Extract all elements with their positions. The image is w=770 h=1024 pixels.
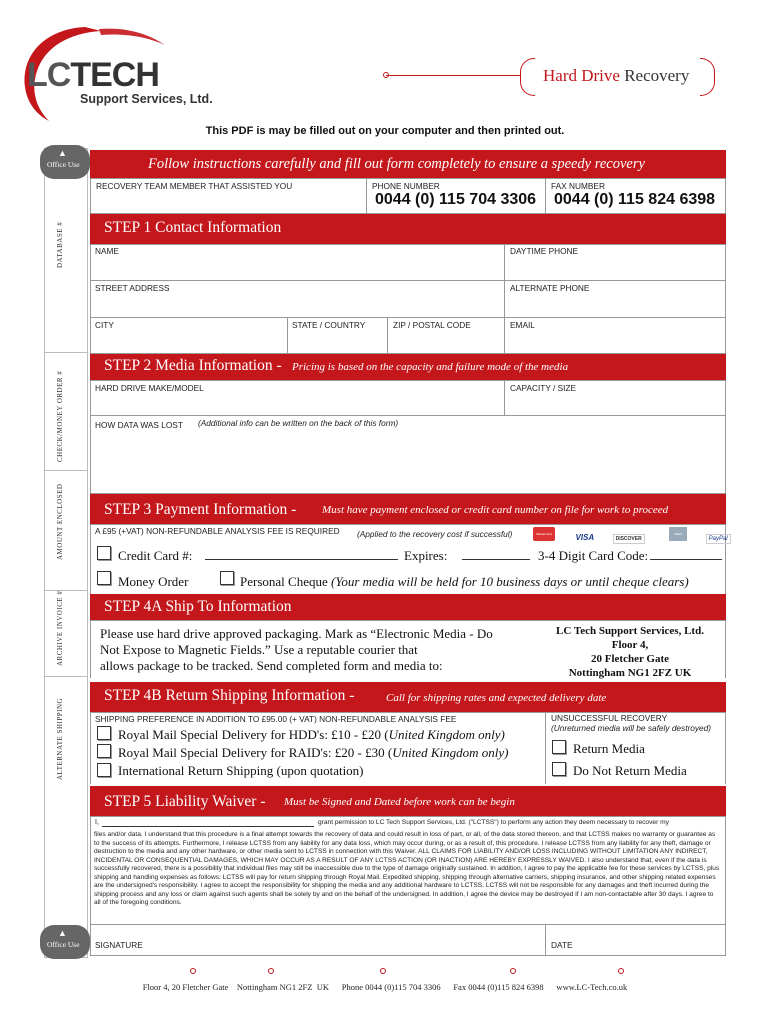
side-invoice: ARCHIVE INVOICE # (56, 590, 64, 666)
side-divider (44, 470, 88, 471)
divider (545, 924, 546, 956)
unsuccessful-label: UNSUCCESSFUL RECOVERY (551, 713, 668, 723)
email-label: EMAIL (510, 320, 535, 330)
step4b-note: Call for shipping rates and expected delivery date (386, 692, 607, 704)
money-order-checkbox[interactable] (97, 571, 111, 585)
banner-text: Follow instructions carefully and fill out form completely to ensure a speedy recovery (148, 156, 645, 172)
side-check: CHECK/MONEY ORDER # (56, 370, 64, 462)
street-field[interactable] (92, 294, 502, 316)
discover-icon: DISCOVER (613, 534, 645, 544)
card-logos (533, 527, 731, 545)
return-media-checkbox[interactable] (552, 740, 566, 754)
phone-number: 0044 (0) 115 704 3306 (375, 191, 537, 208)
title-bracket-right (700, 58, 715, 96)
divider (90, 317, 726, 318)
international-shipping-checkbox[interactable] (97, 763, 111, 777)
company-logo (27, 56, 159, 95)
up-arrow-icon: ▲ (58, 928, 67, 938)
alternate-phone-label: ALTERNATE PHONE (510, 283, 590, 293)
cheque-checkbox[interactable] (220, 571, 234, 585)
royal-mail-hdd-label (118, 727, 505, 743)
step2-title: STEP 2 Media Information - (104, 357, 282, 374)
fax-number: 0044 (0) 115 824 6398 (554, 191, 716, 208)
step1-title: STEP 1 Contact Information (104, 219, 282, 236)
divider (504, 380, 505, 415)
no-return-checkbox[interactable] (552, 762, 566, 776)
capacity-field[interactable] (506, 394, 724, 414)
divider (90, 280, 726, 281)
step4b-header (90, 682, 726, 712)
phone-label: PHONE NUMBER (372, 181, 440, 191)
fee-text: A £95 (+VAT) NON-REFUNDABLE ANALYSIS FEE IS REQUIRED (95, 526, 340, 536)
divider (545, 712, 546, 784)
divider (90, 924, 726, 925)
step5-header (90, 786, 726, 816)
divider (504, 244, 505, 354)
step3-header (90, 494, 726, 524)
fax-label: FAX NUMBER (551, 181, 605, 191)
royal-mail-raid-text: Royal Mail Special Delivery for RAID's: £20 - £30 ( (118, 745, 393, 760)
ship-instructions-2: Not Expose to Magnetic Fields.” Use a reputable courier that (100, 642, 418, 657)
document-title (543, 66, 689, 86)
divider (387, 317, 388, 354)
address-line-2: Floor 4, (611, 639, 649, 651)
shipping-pref-label: SHIPPING PREFERENCE IN ADDITION TO £95.00 (+ VAT) NON-REFUNDABLE ANALYSIS FEE (95, 714, 457, 724)
drive-model-field[interactable] (92, 394, 502, 414)
logo-tech: TECH (70, 56, 159, 94)
waiver-text: files and/or data. I understand that this procedure is a final attempt towards the recovery of data and could result in loss of part, or all, of the data stored thereon, and that LCTSS makes no warranty or guarantee as to the success of its attempts. Furthermore, I release LCTSS from any liability for any data loss, which may occur during, or as a result of, this procedure. I release LCTSS from any liability for any theft, damage or destruction to the media and any other hardware, or other media sent to LCTSS in connection with this Waiver. ALL CLAIMS FOR LIABILITY AND/OR LOSS INCLUDING WITHOUT LIMITATION ANY INDIRECT, INCIDENTAL OR CONSEQUENTIAL DAMAGES, WHICH MAY OCCUR AS A RESULT OF ANY LCTSS ACTION (OR INACTION) ARE HEREBY EXPRESSLY WAIVED. I also understand that, even if the data is successfully recovered, there is a possibility that individual files may still be inaccessible due to the type of damage originally sustained. In addition, I agree to pay the applicable fee for these services by LCTSS, plus shipping and handling expenses as follows: LCTSS will pay for return shipping through Royal Mail. Expedited shipping, shipping through alternative carriers, shipping insurance, and other shipping related expenses are the undersigned's responsibility. I agree to accept the responsibility for shipping the media and any additional hardware to LCTSS. LCTSS will not be responsible for any damages and theft incurred during the shipping process and any loss or claim against such agents shall be solely by and on the behalf of the undersigned. In addition, I agree the device may be destroyed if I am non-contactable after 30 days. I agree to all of the foregoing conditions. (94, 831, 720, 906)
office-use-label-top: Office Use (47, 160, 80, 169)
office-use-label-bottom: Office Use (47, 940, 80, 949)
city-label: CITY (95, 320, 114, 330)
instructions-banner (90, 150, 726, 178)
signature-label: SIGNATURE (95, 940, 143, 950)
unsuccessful-note: (Unreturned media will be safely destroyed) (551, 723, 712, 733)
step2-header (90, 354, 726, 380)
step3-note: Must have payment enclosed or credit card number on file for work to proceed (322, 504, 669, 516)
side-divider (44, 352, 88, 353)
date-field[interactable] (580, 927, 722, 954)
header-rule (386, 75, 520, 76)
address-line-3: 20 Fletcher Gate (591, 653, 669, 665)
footer-text: Floor 4, 20 Fletcher Gate Nottingham NG1 2FZ UK Phone 0044 (0)115 704 3306 Fax 0044 (0)115 824 6398 www.LC-Tech.co.uk (142, 982, 628, 992)
data-lost-note: (Additional info can be written on the back of this form) (198, 418, 399, 428)
up-arrow-icon: ▲ (58, 148, 67, 158)
cheque-label (240, 574, 689, 590)
street-label: STREET ADDRESS (95, 283, 170, 293)
signature-field[interactable] (140, 927, 540, 954)
return-media-label: Return Media (573, 741, 645, 756)
card-code-field[interactable] (650, 559, 722, 560)
divider (287, 317, 288, 354)
mastercard-icon: MasterCard (533, 527, 555, 541)
card-code-label: 3-4 Digit Card Code: (538, 548, 649, 563)
expires-field[interactable] (462, 559, 530, 560)
cheque-text: Personal Cheque (240, 574, 328, 589)
data-lost-label: HOW DATA WAS LOST (95, 420, 183, 430)
credit-card-label: Credit Card #: (118, 548, 193, 563)
side-amount: AMOUNT ENCLOSED (56, 483, 64, 560)
drive-model-label: HARD DRIVE MAKE/MODEL (95, 383, 204, 393)
daytime-phone-field[interactable] (506, 257, 724, 279)
royal-mail-hdd-checkbox[interactable] (97, 726, 111, 740)
expires-label: Expires: (404, 548, 448, 563)
address-line-4: Nottingham NG1 2FZ UK (568, 667, 692, 679)
zip-field[interactable] (389, 331, 502, 353)
royal-mail-raid-label (118, 745, 508, 761)
step4a-title: STEP 4A Ship To Information (104, 598, 292, 615)
footer-dot (510, 968, 516, 974)
fee-note: (Applied to the recovery cost if successful) (357, 529, 513, 539)
step4a-header (90, 594, 726, 620)
waiver-i: I, (95, 819, 99, 826)
zip-label: ZIP / POSTAL CODE (393, 320, 471, 330)
ship-address (528, 624, 732, 680)
waiver-name-field[interactable] (102, 826, 314, 827)
footer-dot (268, 968, 274, 974)
name-field[interactable] (92, 257, 502, 279)
paypal-icon: PayPal (706, 534, 731, 544)
visa-icon: VISA (575, 533, 595, 542)
capacity-label: CAPACITY / SIZE (510, 383, 577, 393)
royal-mail-raid-note: United Kingdom only) (392, 745, 509, 760)
logo-lc: LC (27, 56, 71, 94)
city-field[interactable] (92, 331, 285, 353)
team-member-field[interactable] (92, 192, 364, 212)
side-database: DATABASE # (56, 221, 64, 268)
daytime-phone-label: DAYTIME PHONE (510, 246, 579, 256)
step4b-title: STEP 4B Return Shipping Information - (104, 687, 355, 704)
divider (90, 415, 726, 416)
step2-note: Pricing is based on the capacity and failure mode of the media (292, 361, 569, 373)
alternate-phone-field[interactable] (506, 294, 724, 316)
footer-dot (190, 968, 196, 974)
ship-instructions-3: allows package to be tracked. Send completed form and media to: (100, 658, 443, 673)
team-member-label: RECOVERY TEAM MEMBER THAT ASSISTED YOU (96, 181, 293, 191)
step3-title: STEP 3 Payment Information - (104, 501, 297, 518)
money-order-label: Money Order (118, 574, 189, 589)
address-line-1: LC Tech Support Services, Ltd. (556, 625, 704, 637)
amex-icon: AMEX (669, 527, 687, 541)
credit-card-checkbox[interactable] (97, 546, 111, 560)
no-return-label: Do Not Return Media (573, 763, 687, 778)
state-label: STATE / COUNTRY (292, 320, 366, 330)
ship-instructions-1: Please use hard drive approved packaging. Mark as “Electronic Media - Do (100, 626, 493, 641)
email-field[interactable] (506, 331, 724, 353)
step5-title: STEP 5 Liability Waiver - (104, 793, 266, 810)
side-divider (44, 590, 88, 591)
name-label: NAME (95, 246, 119, 256)
data-lost-field[interactable] (92, 432, 724, 492)
side-shipping: ALTERNATE SHIPPING (56, 697, 64, 780)
date-label: DATE (551, 940, 573, 950)
footer-dot (618, 968, 624, 974)
state-field[interactable] (289, 331, 385, 353)
waiver-grant: grant permission to LC Tech Support Services, Ltd. ("LCTSS") to perform any action they deem necessary to recover my (318, 819, 669, 826)
step5-note: Must be Signed and Dated before work can be begin (284, 796, 515, 808)
footer-dot (380, 968, 386, 974)
title-part-a: Hard Drive (543, 66, 620, 85)
title-part-b: Recovery (624, 66, 690, 85)
step1-header (90, 214, 726, 244)
intro-text: This PDF is may be filled out on your computer and then printed out. (205, 125, 565, 137)
divider (545, 178, 546, 214)
logo-subtitle: Support Services, Ltd. (80, 92, 213, 106)
side-divider (44, 676, 88, 677)
office-use-strip (44, 148, 88, 958)
cheque-note: (Your media will be held for 10 business days or until cheque clears) (330, 574, 689, 589)
royal-mail-hdd-note: United Kingdom only) (388, 727, 505, 742)
title-bracket-left (520, 58, 535, 96)
credit-card-field[interactable] (205, 559, 398, 560)
header-dot (383, 72, 389, 78)
divider (366, 178, 367, 214)
royal-mail-raid-checkbox[interactable] (97, 744, 111, 758)
royal-mail-hdd-text: Royal Mail Special Delivery for HDD's: £10 - £20 ( (118, 727, 389, 742)
international-shipping-label: International Return Shipping (upon quotation) (118, 763, 364, 778)
